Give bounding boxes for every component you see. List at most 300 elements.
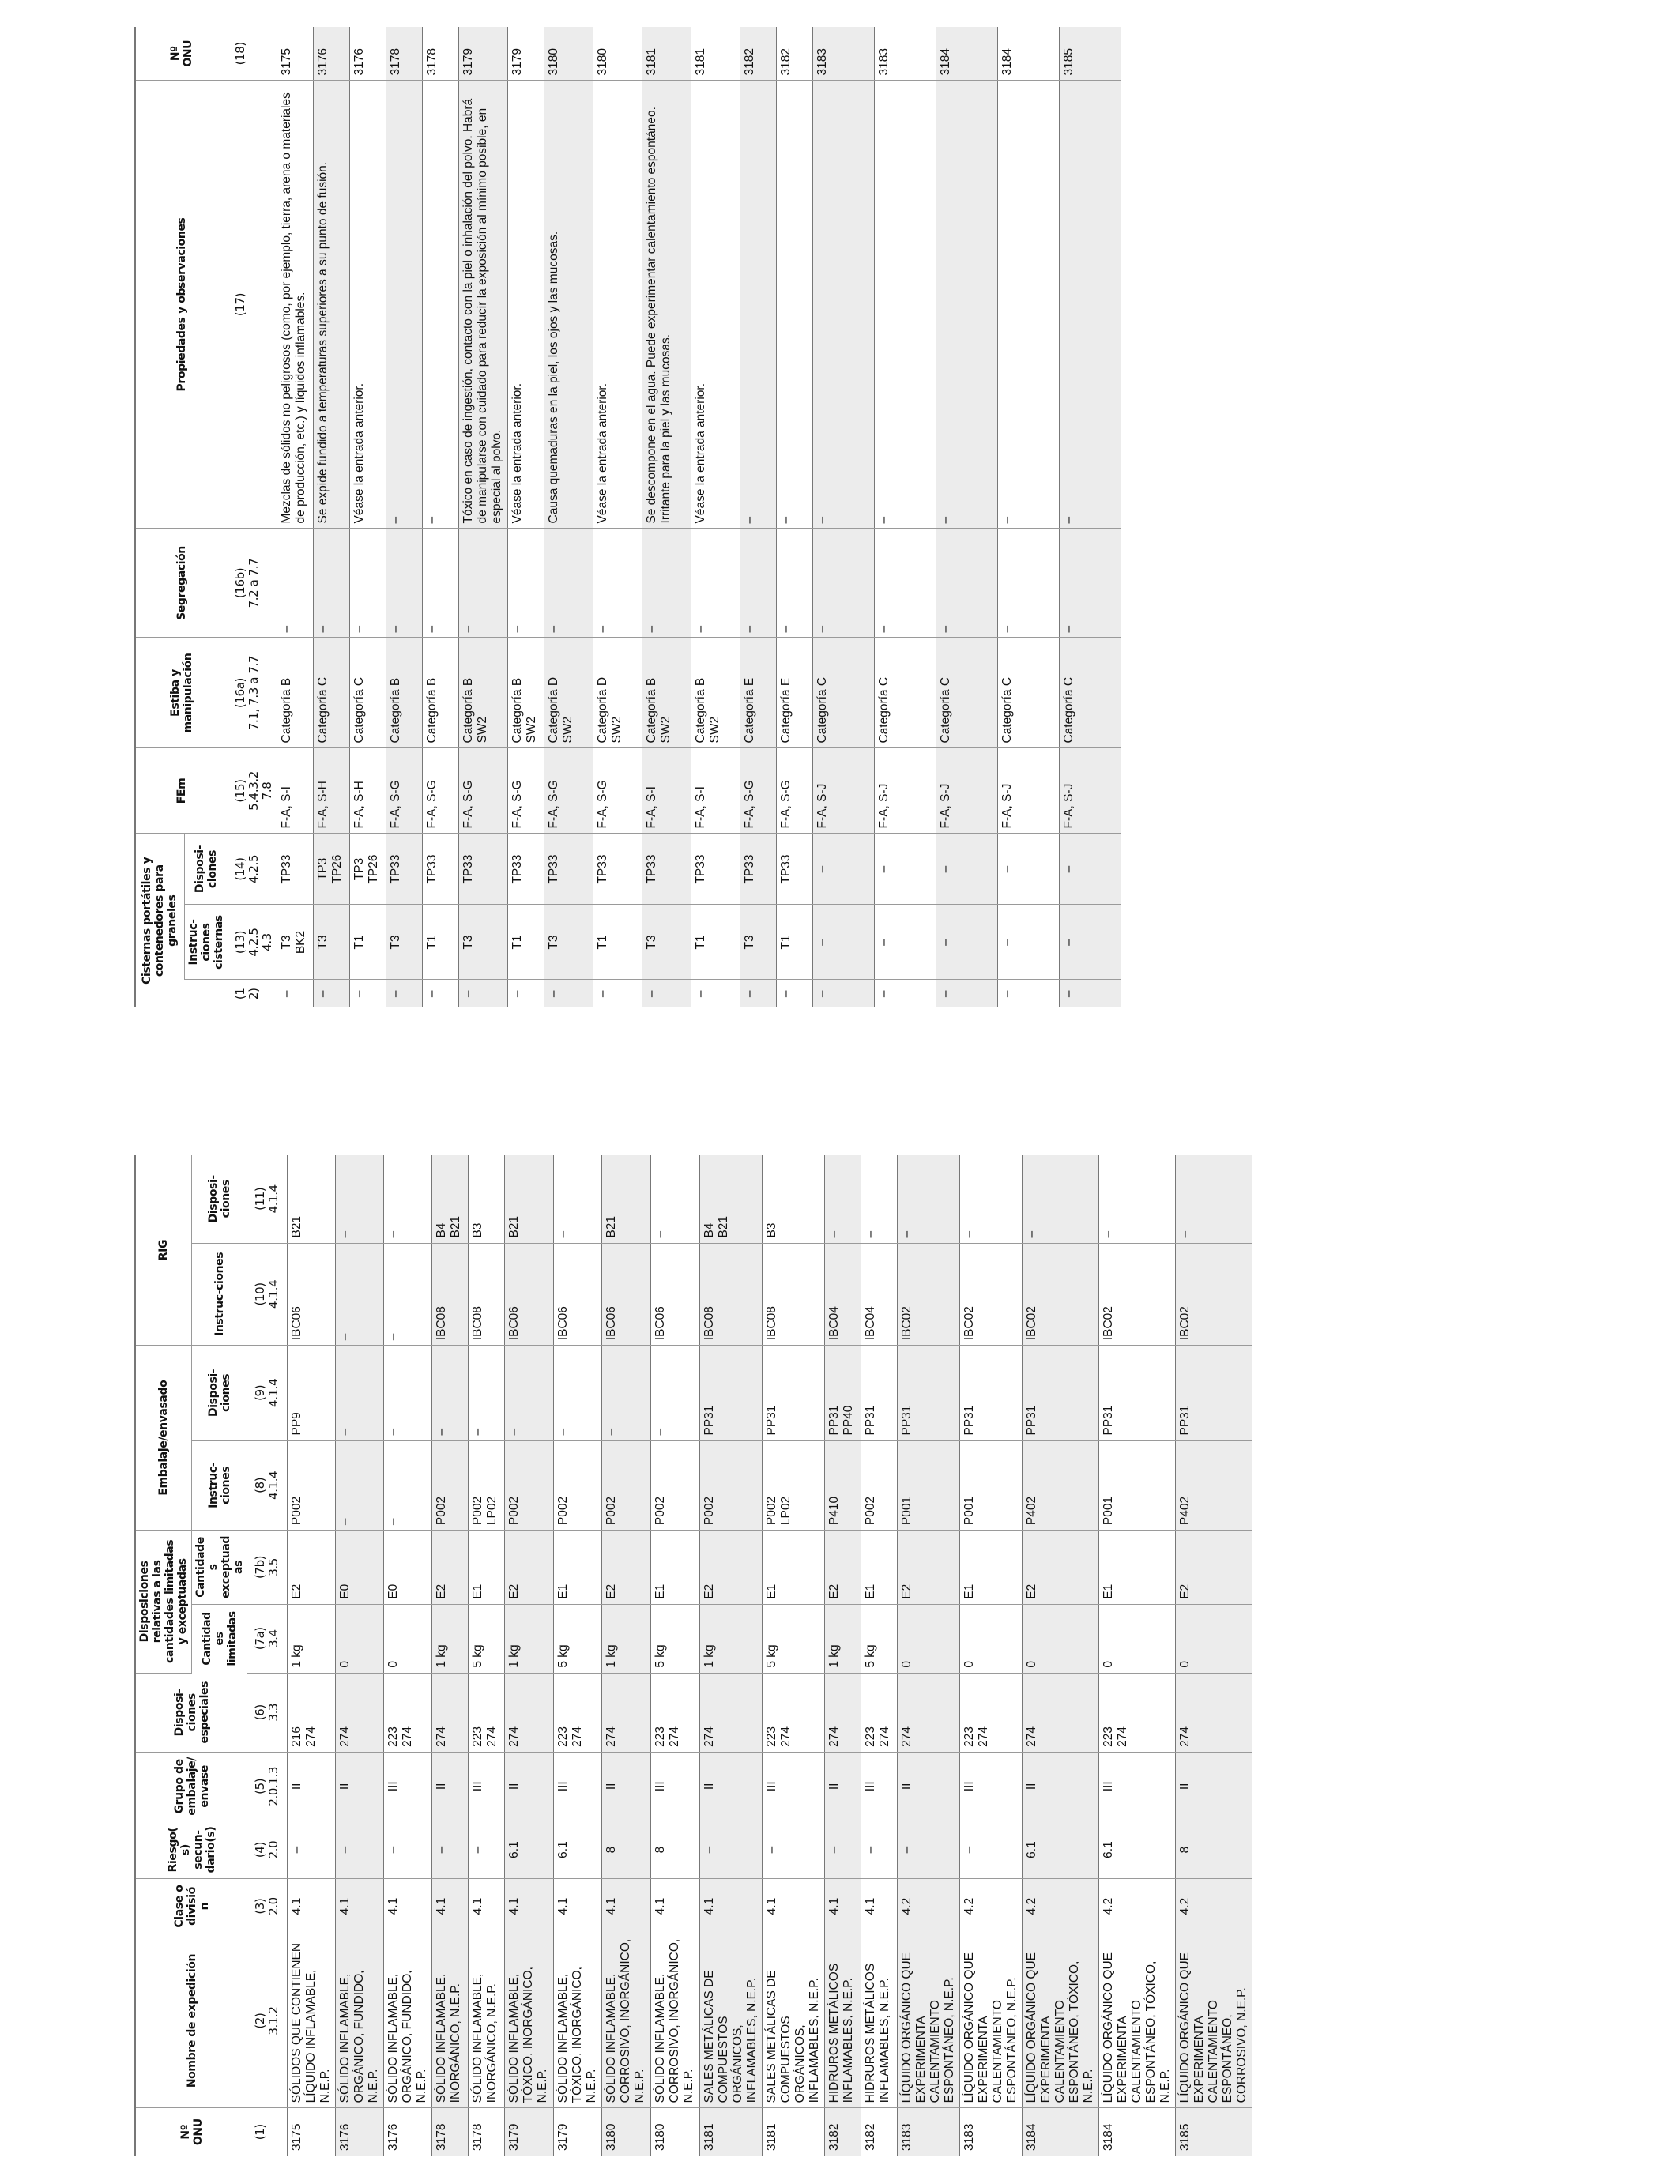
left-cell-packing-instruction: – [383, 1440, 431, 1531]
right-row [740, 27, 776, 1007]
left-cell-un-number: 3180 [650, 2108, 699, 2156]
left-cell-shipping-name: LÍQUIDO ORGÁNICO QUE EXPERIMENTA CALENTAMIENTO ESPONTÁNEO, N.E.P. [897, 1934, 959, 2108]
left-cell-packing-provision: PP31 [861, 1346, 897, 1440]
right-cell-tank-provision: – [874, 834, 936, 905]
right-row [936, 27, 997, 1007]
left-cell-special-provisions: 274 [824, 1673, 861, 1752]
right-cell-ems: F-A, S-H [349, 748, 386, 834]
left-cell-excepted-qty: E0 [383, 1531, 431, 1605]
right-cell-un-number: 3181 [691, 27, 740, 81]
left-cell-subsidiary-risk: 8 [650, 1821, 699, 1879]
right-cell-col12: – [776, 980, 812, 1007]
left-cell-ibc-provision: B3 [762, 1155, 824, 1243]
right-row [349, 27, 386, 1007]
left-cell-special-provisions: 274 [431, 1673, 468, 1752]
left-cell-special-provisions: 274 [1175, 1673, 1252, 1752]
left-cell-shipping-name: SÓLIDO INFLAMABLE, CORROSIVO, INORGÁNICO, N.E.P. [650, 1934, 699, 2108]
header-limited-excepted-group: Disposiciones relativas a las cantidades limitadas y exceptuadas [135, 1531, 192, 1673]
left-cell-packing-provision: – [601, 1346, 650, 1440]
right-row [593, 27, 642, 1007]
right-cell-tank-provision: – [1059, 834, 1121, 905]
left-cell-limited-qty: 0 [959, 1604, 1022, 1673]
left-cell-limited-qty: 5 kg [762, 1604, 824, 1673]
left-cell-packing-group: II [897, 1752, 959, 1821]
right-cell-ems: F-A, S-J [1059, 748, 1121, 834]
right-cell-segregation: – [997, 529, 1059, 638]
left-cell-un-number: 3178 [431, 2108, 468, 2156]
left-cell-ibc-provision: – [650, 1155, 699, 1243]
left-cell-subsidiary-risk: – [287, 1821, 335, 1879]
left-row [650, 1155, 699, 2156]
right-cell-col12: – [812, 980, 874, 1007]
left-cell-packing-instruction: P001 [959, 1440, 1022, 1531]
left-row [335, 1155, 383, 2156]
left-cell-shipping-name: SÓLIDO INFLAMABLE, INORGÁNICO, N.E.P. [468, 1934, 504, 2108]
left-cell-subsidiary-risk: – [762, 1821, 824, 1879]
right-cell-segregation: – [740, 529, 776, 638]
left-cell-un-number: 3179 [504, 2108, 553, 2156]
right-cell-stowage: Categoría C [997, 638, 1059, 748]
right-cell-segregation: – [313, 529, 349, 638]
left-cell-class: 4.1 [335, 1879, 383, 1934]
left-cell-packing-provision: PP31 [1175, 1346, 1252, 1440]
left-cell-packing-instruction: P002 [287, 1440, 335, 1531]
colnum-11: (11) 4.1.4 [247, 1155, 287, 1243]
right-cell-segregation: – [422, 529, 458, 638]
right-cell-ems: F-A, S-H [313, 748, 349, 834]
colnum-3: (3) 2.0 [247, 1879, 287, 1934]
right-row [1059, 27, 1121, 1007]
left-row [1022, 1155, 1098, 2156]
left-cell-class: 4.1 [824, 1879, 861, 1934]
right-cell-properties: Causa quemaduras en la piel, los ojos y las mucosas. [544, 81, 593, 529]
right-row [422, 27, 458, 1007]
left-cell-class: 4.1 [762, 1879, 824, 1934]
header-tank-provisions: Disposi-ciones [184, 834, 228, 905]
left-cell-subsidiary-risk: – [959, 1821, 1022, 1879]
left-cell-special-provisions: 274 [335, 1673, 383, 1752]
left-cell-un-number: 3185 [1175, 2108, 1252, 2156]
left-cell-packing-group: II [287, 1752, 335, 1821]
left-cell-ibc-instruction: IBC02 [1175, 1243, 1252, 1346]
colnum-16a: (16a) 7.1, 7.3 a 7.7 [228, 638, 277, 748]
left-cell-ibc-instruction: IBC02 [897, 1243, 959, 1346]
right-cell-un-number: 3179 [458, 27, 507, 81]
right-cell-un-number: 3185 [1059, 27, 1121, 81]
left-cell-class: 4.1 [861, 1879, 897, 1934]
left-cell-excepted-qty: E1 [762, 1531, 824, 1605]
left-row [897, 1155, 959, 2156]
left-cell-limited-qty: 1 kg [824, 1604, 861, 1673]
left-cell-class: 4.2 [1175, 1879, 1252, 1934]
left-cell-excepted-qty: E2 [1022, 1531, 1098, 1605]
right-cell-segregation: – [544, 529, 593, 638]
left-cell-limited-qty: 1 kg [431, 1604, 468, 1673]
right-cell-un-number: 3178 [422, 27, 458, 81]
right-cell-stowage: Categoría E [776, 638, 812, 748]
right-cell-ems: F-A, S-I [691, 748, 740, 834]
right-cell-stowage: Categoría B [277, 638, 313, 748]
right-cell-segregation: – [349, 529, 386, 638]
left-cell-shipping-name: SÓLIDOS QUE CONTIENEN LÍQUIDO INFLAMABLE, N.E.P. [287, 1934, 335, 2108]
colnum-13: (13) 4.2.5 4.3 [228, 905, 277, 980]
left-cell-ibc-instruction: IBC06 [287, 1243, 335, 1346]
left-cell-packing-group: III [383, 1752, 431, 1821]
left-cell-packing-instruction: P402 [1022, 1440, 1098, 1531]
left-cell-special-provisions: 223 274 [1098, 1673, 1175, 1752]
left-cell-special-provisions: 223 274 [762, 1673, 824, 1752]
right-row [812, 27, 874, 1007]
left-cell-packing-group: II [824, 1752, 861, 1821]
left-cell-limited-qty: 0 [1022, 1604, 1098, 1673]
left-cell-packing-instruction: P002 [650, 1440, 699, 1531]
left-cell-shipping-name: SÓLIDO INFLAMABLE, ORGÁNICO, FUNDIDO, N.E.P. [383, 1934, 431, 2108]
colnum-17: (17) [228, 81, 277, 529]
left-cell-class: 4.1 [601, 1879, 650, 1934]
right-cell-stowage: Categoría C [313, 638, 349, 748]
left-cell-class: 4.2 [897, 1879, 959, 1934]
left-cell-subsidiary-risk: – [699, 1821, 762, 1879]
right-cell-properties: Véase la entrada anterior. [593, 81, 642, 529]
right-cell-un-number: 3176 [349, 27, 386, 81]
right-cell-tank-provision: TP33 [740, 834, 776, 905]
left-cell-packing-group: II [699, 1752, 762, 1821]
left-cell-packing-instruction: – [335, 1440, 383, 1531]
header-class: Clase o división [135, 1879, 247, 1934]
left-cell-excepted-qty: E2 [431, 1531, 468, 1605]
left-cell-shipping-name: SÓLIDO INFLAMABLE, INORGÁNICO, N.E.P. [431, 1934, 468, 2108]
right-cell-tank-instruction: T3 [458, 905, 507, 980]
right-cell-properties: – [997, 81, 1059, 529]
colnum-6: (6) 3.3 [247, 1673, 287, 1752]
left-cell-class: 4.2 [959, 1879, 1022, 1934]
right-cell-tank-provision: TP3 TP26 [349, 834, 386, 905]
header-properties: Propiedades y observaciones [135, 81, 228, 529]
header-un-number-right: Nº ONU [135, 27, 228, 81]
left-cell-un-number: 3184 [1098, 2108, 1175, 2156]
left-row [431, 1155, 468, 2156]
right-cell-tank-instruction: – [874, 905, 936, 980]
left-cell-subsidiary-risk: 6.1 [504, 1821, 553, 1879]
right-cell-tank-instruction: – [936, 905, 997, 980]
left-cell-packing-instruction: P001 [1098, 1440, 1175, 1531]
left-cell-limited-qty: 5 kg [553, 1604, 601, 1673]
right-cell-properties: – [936, 81, 997, 529]
left-cell-packing-group: II [601, 1752, 650, 1821]
left-cell-class: 4.2 [1022, 1879, 1098, 1934]
right-cell-un-number: 3176 [313, 27, 349, 81]
right-cell-ems: F-A, S-J [997, 748, 1059, 834]
left-cell-ibc-provision: B3 [468, 1155, 504, 1243]
right-cell-segregation: – [593, 529, 642, 638]
left-cell-packing-provision: PP31 [1098, 1346, 1175, 1440]
right-cell-segregation: – [812, 529, 874, 638]
left-cell-excepted-qty: E2 [287, 1531, 335, 1605]
colnum-15: (15) 5.4.3.2 7.8 [228, 748, 277, 834]
left-row [824, 1155, 861, 2156]
header-packing-instructions: Instruc-ciones [192, 1440, 248, 1531]
right-cell-tank-instruction: T1 [349, 905, 386, 980]
right-cell-segregation: – [386, 529, 422, 638]
left-cell-class: 4.2 [1098, 1879, 1175, 1934]
left-cell-packing-provision: PP9 [287, 1346, 335, 1440]
right-cell-col12: – [997, 980, 1059, 1007]
right-cell-ems: F-A, S-G [544, 748, 593, 834]
right-cell-tank-instruction: T1 [422, 905, 458, 980]
right-cell-un-number: 3180 [593, 27, 642, 81]
right-cell-ems: F-A, S-I [277, 748, 313, 834]
left-cell-special-provisions: 223 274 [468, 1673, 504, 1752]
colnum-2: (2) 3.1.2 [247, 1934, 287, 2108]
left-cell-packing-provision: – [553, 1346, 601, 1440]
right-cell-un-number: 3182 [776, 27, 812, 81]
right-cell-tank-provision: TP33 [458, 834, 507, 905]
left-cell-shipping-name: HIDRUROS METÁLICOS INFLAMABLES, N.E.P. [824, 1934, 861, 2108]
left-row [601, 1155, 650, 2156]
header-segregation: Segregación [135, 529, 228, 638]
left-row [1098, 1155, 1175, 2156]
left-cell-ibc-instruction: IBC06 [504, 1243, 553, 1346]
left-row [553, 1155, 601, 2156]
left-cell-packing-instruction: P002 LP02 [762, 1440, 824, 1531]
left-cell-limited-qty: 5 kg [861, 1604, 897, 1673]
colnum-10: (10) 4.1.4 [247, 1243, 287, 1346]
left-cell-packing-instruction: P002 [553, 1440, 601, 1531]
right-cell-ems: F-A, S-G [593, 748, 642, 834]
colnum-8: (8) 4.1.4 [247, 1440, 287, 1531]
right-cell-segregation: – [691, 529, 740, 638]
left-cell-ibc-provision: – [383, 1155, 431, 1243]
left-cell-packing-instruction: P002 [431, 1440, 468, 1531]
left-cell-packing-provision: PP31 [762, 1346, 824, 1440]
left-cell-excepted-qty: E1 [468, 1531, 504, 1605]
right-row [544, 27, 593, 1007]
left-cell-packing-group: III [1098, 1752, 1175, 1821]
right-cell-tank-provision: TP33 [776, 834, 812, 905]
left-cell-subsidiary-risk: – [431, 1821, 468, 1879]
left-cell-packing-instruction: P002 LP02 [468, 1440, 504, 1531]
right-cell-tank-provision: TP33 [507, 834, 544, 905]
left-cell-subsidiary-risk: – [824, 1821, 861, 1879]
right-row [691, 27, 740, 1007]
left-cell-ibc-provision: B4 B21 [699, 1155, 762, 1243]
left-cell-packing-group: III [553, 1752, 601, 1821]
left-cell-subsidiary-risk: – [861, 1821, 897, 1879]
left-cell-ibc-instruction: IBC06 [553, 1243, 601, 1346]
left-cell-ibc-instruction: IBC06 [601, 1243, 650, 1346]
header-shipping-name: Nombre de expedición [135, 1934, 247, 2108]
left-cell-shipping-name: SÓLIDO INFLAMABLE, CORROSIVO, INORGÁNICO, N.E.P. [601, 1934, 650, 2108]
left-cell-un-number: 3175 [287, 2108, 335, 2156]
right-cell-col12: – [422, 980, 458, 1007]
left-cell-class: 4.1 [468, 1879, 504, 1934]
header-tank-instructions: Instruc-ciones cisternas [184, 905, 228, 980]
left-cell-packing-group: II [335, 1752, 383, 1821]
left-cell-ibc-provision: – [1022, 1155, 1098, 1243]
left-cell-ibc-provision: – [553, 1155, 601, 1243]
left-cell-limited-qty: 5 kg [468, 1604, 504, 1673]
left-cell-class: 4.1 [553, 1879, 601, 1934]
left-cell-ibc-instruction: IBC08 [762, 1243, 824, 1346]
left-cell-limited-qty: 1 kg [287, 1604, 335, 1673]
right-cell-tank-instruction: – [1059, 905, 1121, 980]
left-cell-special-provisions: 223 274 [553, 1673, 601, 1752]
right-cell-segregation: – [507, 529, 544, 638]
left-cell-subsidiary-risk: 6.1 [1098, 1821, 1175, 1879]
left-cell-packing-provision: – [504, 1346, 553, 1440]
right-cell-un-number: 3184 [936, 27, 997, 81]
left-cell-limited-qty: 0 [1098, 1604, 1175, 1673]
right-cell-stowage: Categoría B [386, 638, 422, 748]
left-cell-special-provisions: 216 274 [287, 1673, 335, 1752]
right-cell-tank-provision: TP33 [593, 834, 642, 905]
dangerous-goods-list-left [134, 1155, 1252, 2156]
right-cell-tank-provision: TP33 [422, 834, 458, 905]
left-cell-excepted-qty: E1 [861, 1531, 897, 1605]
colnum-18: (18) [228, 27, 277, 81]
right-cell-stowage: Categoría C [1059, 638, 1121, 748]
left-cell-packing-group: II [504, 1752, 553, 1821]
left-cell-un-number: 3184 [1022, 2108, 1098, 2156]
right-cell-stowage: Categoría C [936, 638, 997, 748]
left-cell-special-provisions: 274 [504, 1673, 553, 1752]
left-cell-special-provisions: 274 [601, 1673, 650, 1752]
right-cell-properties: – [812, 81, 874, 529]
left-cell-un-number: 3183 [959, 2108, 1022, 2156]
left-cell-shipping-name: SÓLIDO INFLAMABLE, TÓXICO, INORGÁNICO, N.E.P. [504, 1934, 553, 2108]
left-cell-shipping-name: SÓLIDO INFLAMABLE, TÓXICO, INORGÁNICO, N.E.P. [553, 1934, 601, 2108]
header-special-provisions: Disposi-ciones especiales [135, 1673, 247, 1752]
right-cell-properties: – [776, 81, 812, 529]
left-cell-class: 4.1 [383, 1879, 431, 1934]
right-cell-stowage: Categoría C [874, 638, 936, 748]
header-packing-provisions: Disposi-ciones [192, 1346, 248, 1440]
right-cell-tank-provision: TP3 TP26 [313, 834, 349, 905]
right-cell-ems: F-A, S-J [874, 748, 936, 834]
left-cell-packing-group: II [1022, 1752, 1098, 1821]
left-cell-special-provisions: 223 274 [959, 1673, 1022, 1752]
right-cell-properties: Se descompone en el agua. Puede experimentar calentamiento espontáneo. Irritante para la piel y las mucosas. [642, 81, 691, 529]
colnum-9: (9) 4.1.4 [247, 1346, 287, 1440]
left-row [287, 1155, 335, 2156]
right-cell-tank-provision: – [997, 834, 1059, 905]
right-cell-tank-instruction: T3 [386, 905, 422, 980]
left-cell-ibc-provision: – [959, 1155, 1022, 1243]
header-un-number: Nº ONU [135, 2108, 247, 2156]
right-cell-tank-provision: TP33 [386, 834, 422, 905]
left-cell-ibc-provision: B4 B21 [431, 1155, 468, 1243]
left-cell-shipping-name: LÍQUIDO ORGÁNICO QUE EXPERIMENTA CALENTAMIENTO ESPONTÁNEO, CORROSIVO, N.E.P. [1175, 1934, 1252, 2108]
right-cell-ems: F-A, S-I [642, 748, 691, 834]
right-cell-un-number: 3181 [642, 27, 691, 81]
header-ibc-instructions: Instruc-ciones [192, 1243, 248, 1346]
left-cell-shipping-name: LÍQUIDO ORGÁNICO QUE EXPERIMENTA CALENTAMIENTO ESPONTÁNEO, N.E.P. [959, 1934, 1022, 2108]
left-cell-un-number: 3182 [861, 2108, 897, 2156]
left-cell-shipping-name: LÍQUIDO ORGÁNICO QUE EXPERIMENTA CALENTAMIENTO ESPONTÁNEO, TÓXICO, N.E.P. [1022, 1934, 1098, 2108]
right-cell-stowage: Categoría E [740, 638, 776, 748]
right-row [507, 27, 544, 1007]
right-cell-col12: – [507, 980, 544, 1007]
right-row [386, 27, 422, 1007]
right-cell-col12: – [740, 980, 776, 1007]
right-cell-stowage: Categoría B SW2 [458, 638, 507, 748]
left-cell-ibc-instruction: – [383, 1243, 431, 1346]
header-portable-tanks-group: Cisternas portátiles y contenedores para graneles [135, 834, 184, 1007]
right-row [776, 27, 812, 1007]
left-cell-limited-qty: 1 kg [699, 1604, 762, 1673]
right-cell-col12: – [386, 980, 422, 1007]
right-cell-properties: – [740, 81, 776, 529]
right-row [313, 27, 349, 1007]
left-cell-excepted-qty: E2 [824, 1531, 861, 1605]
right-cell-tank-provision: TP33 [544, 834, 593, 905]
left-cell-ibc-provision: B21 [287, 1155, 335, 1243]
right-cell-stowage: Categoría B SW2 [691, 638, 740, 748]
left-cell-un-number: 3181 [762, 2108, 824, 2156]
left-cell-limited-qty: 0 [1175, 1604, 1252, 1673]
left-cell-un-number: 3179 [553, 2108, 601, 2156]
left-cell-shipping-name: SALES METÁLICAS DE COMPUESTOS ORGÁNICOS, INFLAMABLES, N.E.P. [762, 1934, 824, 2108]
left-cell-un-number: 3176 [335, 2108, 383, 2156]
right-cell-tank-instruction: T1 [776, 905, 812, 980]
right-cell-col12: – [349, 980, 386, 1007]
right-cell-tank-instruction: T1 [507, 905, 544, 980]
left-cell-packing-group: III [959, 1752, 1022, 1821]
right-cell-properties: – [874, 81, 936, 529]
header-ibc-group: RIG [135, 1155, 192, 1346]
left-cell-ibc-provision: B21 [504, 1155, 553, 1243]
right-cell-segregation: – [458, 529, 507, 638]
right-cell-col12: – [458, 980, 507, 1007]
left-cell-packing-instruction: P402 [1175, 1440, 1252, 1531]
right-cell-col12: – [874, 980, 936, 1007]
left-cell-class: 4.1 [650, 1879, 699, 1934]
left-cell-excepted-qty: E2 [1175, 1531, 1252, 1605]
right-cell-ems: F-A, S-G [458, 748, 507, 834]
left-cell-un-number: 3180 [601, 2108, 650, 2156]
right-cell-stowage: Categoría B SW2 [642, 638, 691, 748]
header-packing-group-span: Embalaje/envasado [135, 1346, 192, 1531]
left-cell-excepted-qty: E2 [699, 1531, 762, 1605]
left-cell-packing-provision: PP31 [699, 1346, 762, 1440]
left-cell-ibc-provision: – [1175, 1155, 1252, 1243]
left-cell-limited-qty: 1 kg [504, 1604, 553, 1673]
left-cell-packing-group: III [468, 1752, 504, 1821]
left-row [959, 1155, 1022, 2156]
right-cell-stowage: Categoría B SW2 [507, 638, 544, 748]
header-packing-group: Grupo de embalaje/ envase [135, 1752, 247, 1821]
right-cell-stowage: Categoría D SW2 [544, 638, 593, 748]
left-cell-packing-group: II [1175, 1752, 1252, 1821]
left-cell-ibc-instruction: IBC02 [959, 1243, 1022, 1346]
right-cell-properties: Véase la entrada anterior. [507, 81, 544, 529]
right-cell-tank-provision: TP33 [277, 834, 313, 905]
right-cell-un-number: 3179 [507, 27, 544, 81]
right-cell-un-number: 3184 [997, 27, 1059, 81]
left-cell-limited-qty: 5 kg [650, 1604, 699, 1673]
left-cell-ibc-provision: B21 [601, 1155, 650, 1243]
right-cell-col12: – [691, 980, 740, 1007]
right-cell-ems: F-A, S-G [507, 748, 544, 834]
left-cell-packing-provision: – [383, 1346, 431, 1440]
right-cell-tank-instruction: – [812, 905, 874, 980]
right-cell-stowage: Categoría B [422, 638, 458, 748]
left-cell-subsidiary-risk: – [383, 1821, 431, 1879]
right-cell-col12: – [1059, 980, 1121, 1007]
left-cell-shipping-name: SÓLIDO INFLAMABLE, ORGÁNICO, FUNDIDO, N.E.P. [335, 1934, 383, 2108]
left-cell-shipping-name: HIDRUROS METÁLICOS INFLAMABLES, N.E.P. [861, 1934, 897, 2108]
left-cell-special-provisions: 223 274 [383, 1673, 431, 1752]
